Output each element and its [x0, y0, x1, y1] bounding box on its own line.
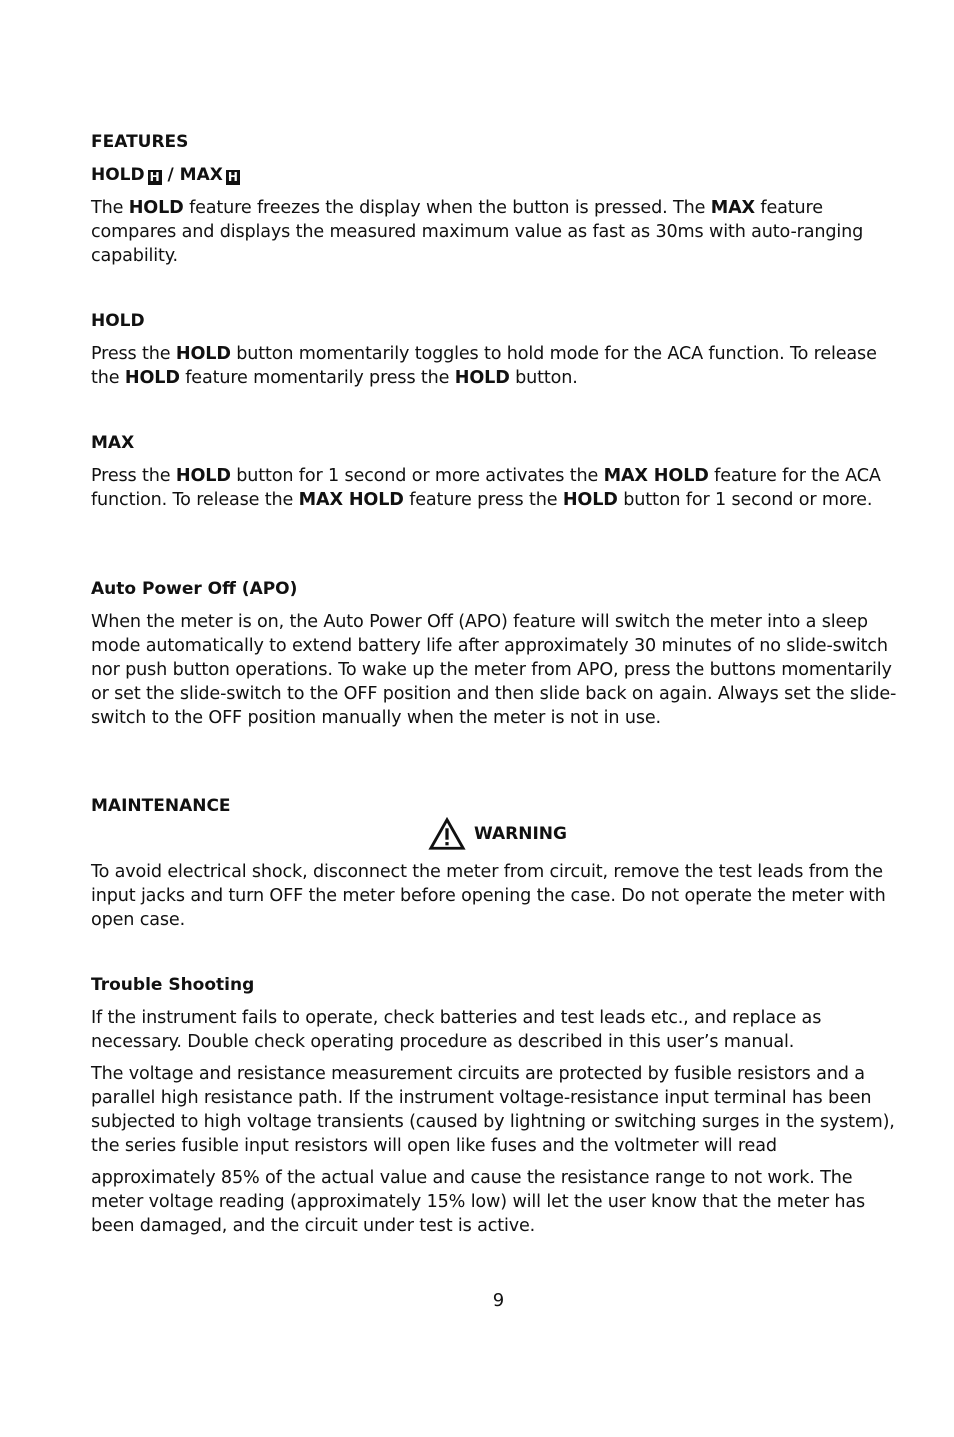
- trouble-paragraph-2: The voltage and resistance measurement circuits are protected by fusible resistors and a parallel high resistance path. If the instrument voltage-resistance input terminal has been subjected to high voltage transients (caused by lightning or switching surges in the system), the series fusible input resistors will open like fuses and the voltmeter will read: [91, 1064, 895, 1156]
- hold-max-heading: [91, 164, 240, 186]
- trouble-heading: Trouble Shooting: [91, 975, 255, 995]
- max-paragraph: Press the HOLD button for 1 second or more activates the MAX HOLD feature for the ACA function. To release the MAX HOLD feature press the HOLD button for 1 second or more.: [91, 466, 881, 510]
- max-heading: MAX: [91, 433, 135, 453]
- trouble-paragraph-3: approximately 85% of the actual value and cause the resistance range to not work. The meter voltage reading (approximately 15% low) will let the user know that the meter has been damaged, and the circuit under test is active.: [91, 1168, 866, 1236]
- max-h-icon: H: [227, 170, 238, 184]
- hold-max-heading-hold: HOLD: [91, 165, 145, 185]
- warning-label: WARNING: [474, 824, 567, 844]
- trouble-paragraph-1: If the instrument fails to operate, check batteries and test leads etc., and replace as necessary. Double check operating procedure as described in this user’s manual.: [91, 1008, 822, 1052]
- apo-paragraph: When the meter is on, the Auto Power Off (APO) feature will switch the meter into a sleep mode automatically to extend battery life after approximately 30 minutes of no slide-switch nor push button operations. To wake up the meter from APO, press the buttons momentarily or set the slide-switch to the OFF position and then slide back on again. Always set the slide-switch to the OFF position manually when the meter is not in use.: [91, 612, 897, 728]
- maintenance-heading: MAINTENANCE: [91, 796, 231, 816]
- maintenance-paragraph: To avoid electrical shock, disconnect the meter from circuit, remove the test leads from the input jacks and turn OFF the meter before opening the case. Do not operate the meter with open case.: [91, 862, 886, 930]
- hold-paragraph: Press the HOLD button momentarily toggles to hold mode for the ACA function. To release the HOLD feature momentarily press the HOLD button.: [91, 344, 877, 388]
- page-number: 9: [492, 1290, 505, 1311]
- hold-h-icon: H: [149, 170, 160, 184]
- hold-heading: HOLD: [91, 311, 145, 331]
- hold-max-paragraph: The HOLD feature freezes the display when the button is pressed. The MAX feature compares and displays the measured maximum value as fast as 30ms with auto-ranging capability.: [91, 198, 864, 266]
- features-heading: FEATURES: [91, 132, 189, 152]
- warning-triangle-icon: [428, 816, 466, 852]
- apo-heading: Auto Power Off (APO): [91, 579, 298, 599]
- warning-banner: [428, 815, 567, 853]
- hold-max-heading-max: / MAX: [167, 165, 223, 185]
